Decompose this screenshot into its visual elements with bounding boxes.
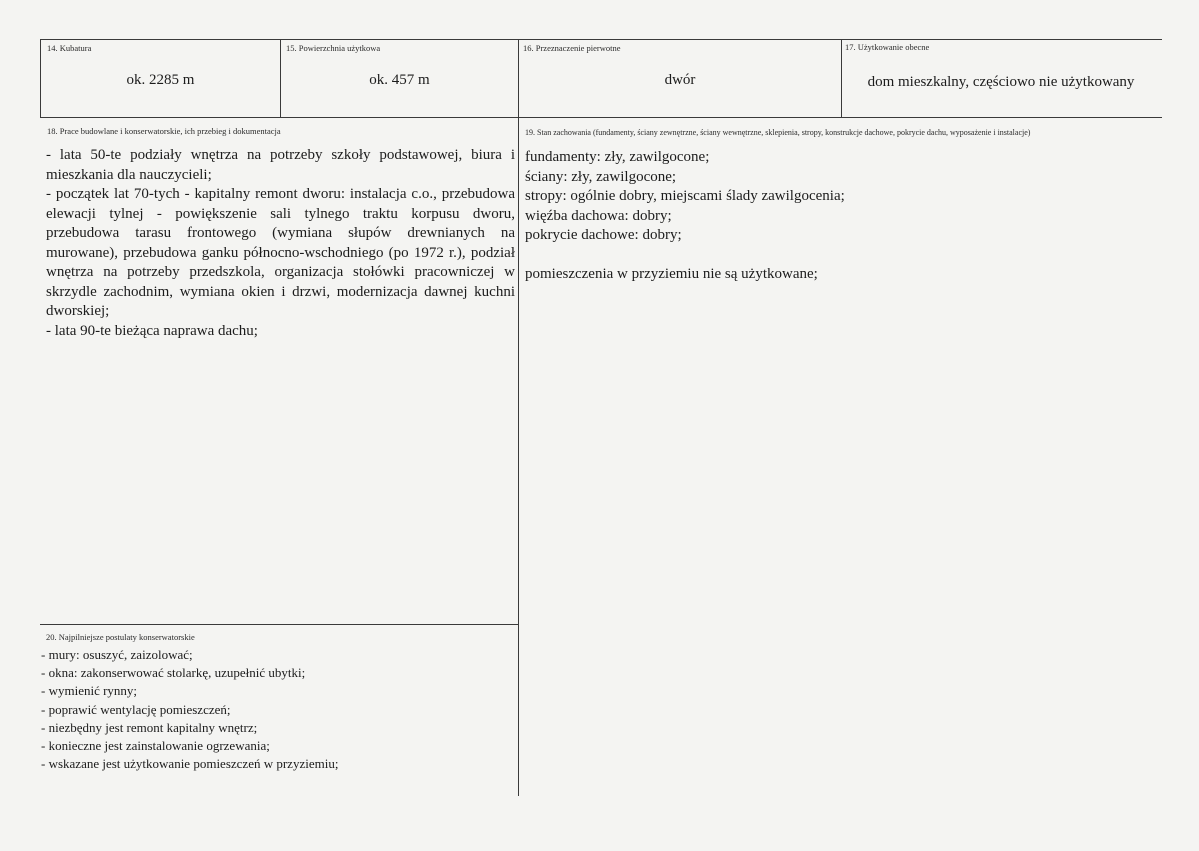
field-17-label: 17. Użytkowanie obecne	[845, 42, 930, 52]
list-item: - wymienić rynny;	[41, 683, 138, 699]
field-15-label: 15. Powierzchnia użytkowa	[286, 43, 381, 53]
section-20-top	[40, 624, 518, 625]
list-item: pomieszczenia w przyziemiu nie są użytkowane;	[525, 266, 818, 282]
row-divider	[40, 117, 1162, 118]
list-item: fundamenty: zły, zawilgocone;	[525, 149, 710, 165]
list-item: - poprawić wentylację pomieszczeń;	[41, 701, 231, 717]
list-item: - mury: osuszyć, zaizolować;	[41, 647, 193, 662]
section-20-label: 20. Najpilniejsze postulaty konserwatorskie	[46, 632, 195, 642]
section-20-list	[41, 646, 511, 773]
list-item: - okna: zakonserwować stolarkę, uzupełnić ubytki;	[41, 665, 306, 681]
field-16-value: dwór	[664, 72, 696, 88]
field-16-label: 16. Przeznaczenie pierwotne	[523, 43, 621, 53]
field-15-value: ok. 457 m	[369, 72, 430, 88]
list-item: - początek lat 70-tych - kapitalny remont dworu: instalacja c.o., przebudowa elewacji tylnej - powiększenie sali tylnego traktu korpusu dworu, przebudowa tarasu frontowego (wymiana słupów drewnianych na murowane), przebudowa ganku północno-wschodniego (po 1972 r.), podział wnętrza na potrzeby przedszkola, organizacja stołówki pracowniczej w skrzydle zachodnim, wymiana okien i drzwi, modernizacja dawnej kuchni dworskiej;	[46, 186, 515, 319]
section-18-list	[46, 146, 515, 341]
list-item: - lata 50-te podziały wnętrza na potrzeby szkoły podstawowej, biura i mieszkania dla nauczycieli;	[46, 147, 515, 183]
field-14-label: 14. Kubatura	[47, 43, 92, 53]
section-19-label: 19. Stan zachowania (fundamenty, ściany zewnętrzne, ściany wewnętrzne, sklepienia, stropy, konstrukcje dachowe, pokrycie dachu, wyposażenie i instalacje)	[525, 128, 1031, 137]
col-divider-15-16	[518, 39, 519, 796]
section-19-list	[525, 148, 1155, 285]
top-border	[40, 39, 1162, 40]
list-item: ściany: zły, zawilgocone;	[525, 168, 677, 185]
section-18-label: 18. Prace budowlane i konserwatorskie, ich przebieg i dokumentacja	[47, 126, 281, 136]
list-item: pokrycie dachowe: dobry;	[525, 227, 682, 243]
list-item: stropy: ogólnie dobry, miejscami ślady zawilgocenia;	[525, 188, 845, 204]
list-item: - konieczne jest zainstalowanie ogrzewania;	[41, 738, 270, 754]
list-item: więźba dachowa: dobry;	[525, 207, 672, 224]
list-item: - lata 90-te bieżąca naprawa dachu;	[46, 322, 258, 339]
field-14-value: ok. 2285 m	[126, 72, 195, 88]
list-spacer	[525, 246, 1155, 266]
list-item: - wskazane jest użytkowanie pomieszczeń w przyziemiu;	[41, 756, 339, 772]
field-17-value: dom mieszkalny, częściowo nie użytkowany	[867, 74, 1135, 90]
list-item: - niezbędny jest remont kapitalny wnętrz;	[41, 719, 258, 735]
